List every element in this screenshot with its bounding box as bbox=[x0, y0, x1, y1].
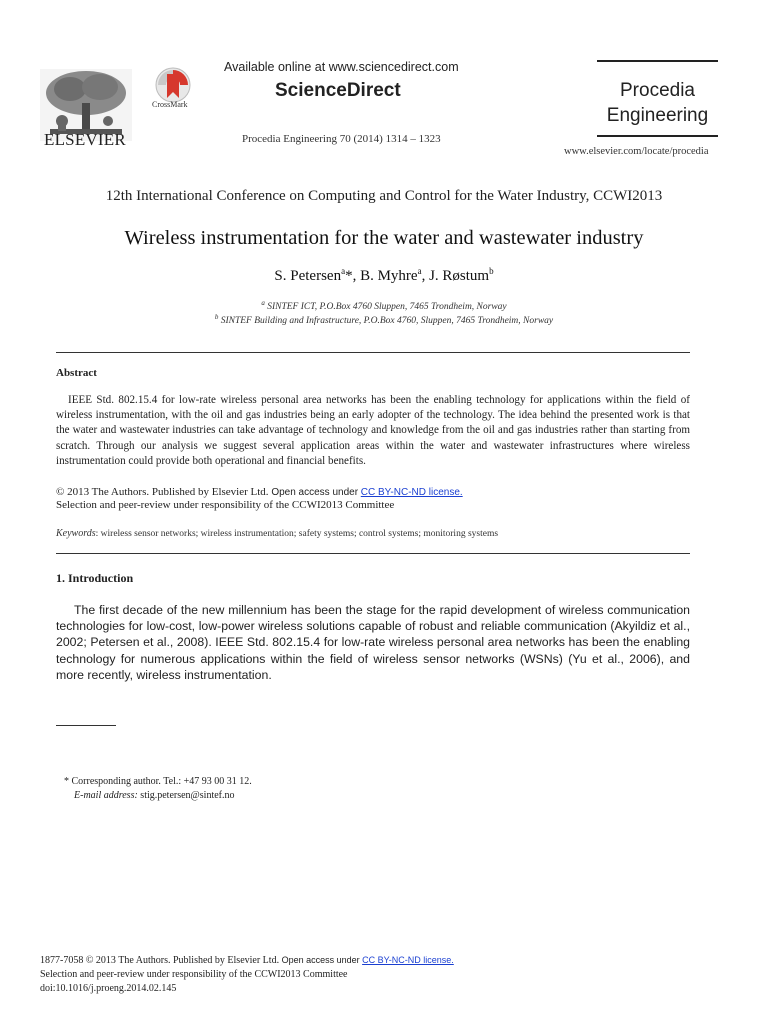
affiliation-text: SINTEF ICT, P.O.Box 4760 Sluppen, 7465 Trondheim, Norway bbox=[264, 302, 507, 313]
keywords-line bbox=[56, 528, 498, 539]
affiliation-b bbox=[0, 313, 768, 326]
keywords-text: : wireless sensor networks; wireless instrumentation; safety systems; control systems; monitoring systems bbox=[95, 529, 499, 539]
affiliation-a bbox=[0, 299, 768, 312]
publisher-name: ELSEVIER bbox=[44, 130, 126, 149]
affiliation-mark: a bbox=[261, 299, 265, 307]
email-address[interactable]: stig.petersen@sintef.no bbox=[137, 790, 235, 801]
abstract-heading: Abstract bbox=[56, 367, 97, 379]
divider bbox=[56, 553, 690, 554]
abstract-body bbox=[56, 393, 690, 469]
crossmark-label: CrossMark bbox=[152, 100, 188, 109]
introduction-text: The first decade of the new millennium has been the stage for the rapid development of wireless communication technologies for low-cost, low-power wireless solutions capable of robust and reliable communication (Akyildiz et al., 2002; Petersen et al., 2008). IEEE Std. 802.15.4 for low-rate wireless personal area networks has been the enabling technology for numerous applications within the field of wireless sensor networks (WSNs) (Yu et al., 2006), and more recently, wireless instrumentation. bbox=[56, 603, 690, 682]
corresponding-author-note: * Corresponding author. Tel.: +47 93 00 31 12. bbox=[64, 776, 252, 787]
abstract-text: IEEE Std. 802.15.4 for low-rate wireless personal area networks has been the enabling technology for applications within the field of wireless instrumentation, with the oil and gas industries being an early adopter of the technology. The idea behind the presented work is that the water and wastewater industries can take advantage of technology and knowledge from the oil and gas industries rather than starting from scratch. Through our analysis we suggest several application areas within the water and wastewater infrastructures where wireless instrumentation could provide both operational and financial benefits. bbox=[56, 394, 690, 467]
journal-title-line1: Procedia bbox=[620, 80, 695, 101]
author-separator: , bbox=[421, 268, 430, 284]
author-list bbox=[0, 266, 768, 285]
journal-url-link[interactable]: www.elsevier.com/locate/procedia bbox=[564, 146, 709, 157]
author-name: B. Myhre bbox=[360, 268, 418, 284]
section-heading: 1. Introduction bbox=[56, 571, 134, 585]
keywords-label: Keywords bbox=[56, 528, 96, 539]
sciencedirect-brand[interactable]: ScienceDirect bbox=[275, 80, 401, 101]
affiliation-text: SINTEF Building and Infrastructure, P.O.Box 4760, Sluppen, 7465 Trondheim, Norway bbox=[218, 316, 554, 327]
journal-reference: Procedia Engineering 70 (2014) 1314 – 1323 bbox=[242, 133, 441, 145]
author-affiliation-mark: b bbox=[489, 266, 494, 276]
paper-title: Wireless instrumentation for the water and wastewater industry bbox=[124, 227, 644, 249]
author-affiliation-mark: a bbox=[417, 266, 422, 276]
copyright-line bbox=[56, 486, 463, 498]
footer-copyright-line bbox=[40, 955, 454, 966]
footnote-divider bbox=[56, 725, 116, 726]
author-affiliation-mark: a bbox=[341, 266, 346, 276]
email-label: E-mail address: bbox=[74, 790, 138, 801]
peer-review-line: Selection and peer-review under responsibility of the CCWI2013 Committee bbox=[56, 499, 395, 511]
affiliation-mark: b bbox=[214, 313, 219, 321]
footer-open-access-text: Open access under bbox=[281, 955, 360, 965]
available-online-text: Available online at www.sciencedirect.com bbox=[224, 60, 459, 74]
journal-title bbox=[597, 78, 718, 128]
email-note bbox=[74, 790, 235, 801]
author-name: J. Røstum bbox=[429, 268, 490, 284]
footer-peer-review: Selection and peer-review under responsibility of the CCWI2013 Committee bbox=[40, 969, 348, 980]
divider bbox=[56, 352, 690, 353]
author-name: S. Petersen bbox=[274, 268, 342, 284]
introduction-body bbox=[56, 602, 690, 683]
copyright-text: © 2013 The Authors. Published by Elsevier Ltd. bbox=[56, 486, 269, 498]
footer-license-link[interactable]: CC BY-NC-ND license. bbox=[362, 955, 454, 965]
journal-title-line2: Engineering bbox=[606, 105, 709, 126]
footer-doi[interactable]: doi:10.1016/j.proeng.2014.02.145 bbox=[40, 983, 177, 994]
author-separator: *, bbox=[345, 268, 361, 284]
open-access-text: Open access under bbox=[271, 487, 359, 498]
license-link[interactable]: CC BY-NC-ND license. bbox=[360, 487, 463, 498]
footer-copyright-text: 1877-7058 © 2013 The Authors. Published by Elsevier Ltd. bbox=[40, 955, 280, 966]
conference-name: 12th International Conference on Computing and Control for the Water Industry, CCWI2013 bbox=[105, 188, 663, 204]
